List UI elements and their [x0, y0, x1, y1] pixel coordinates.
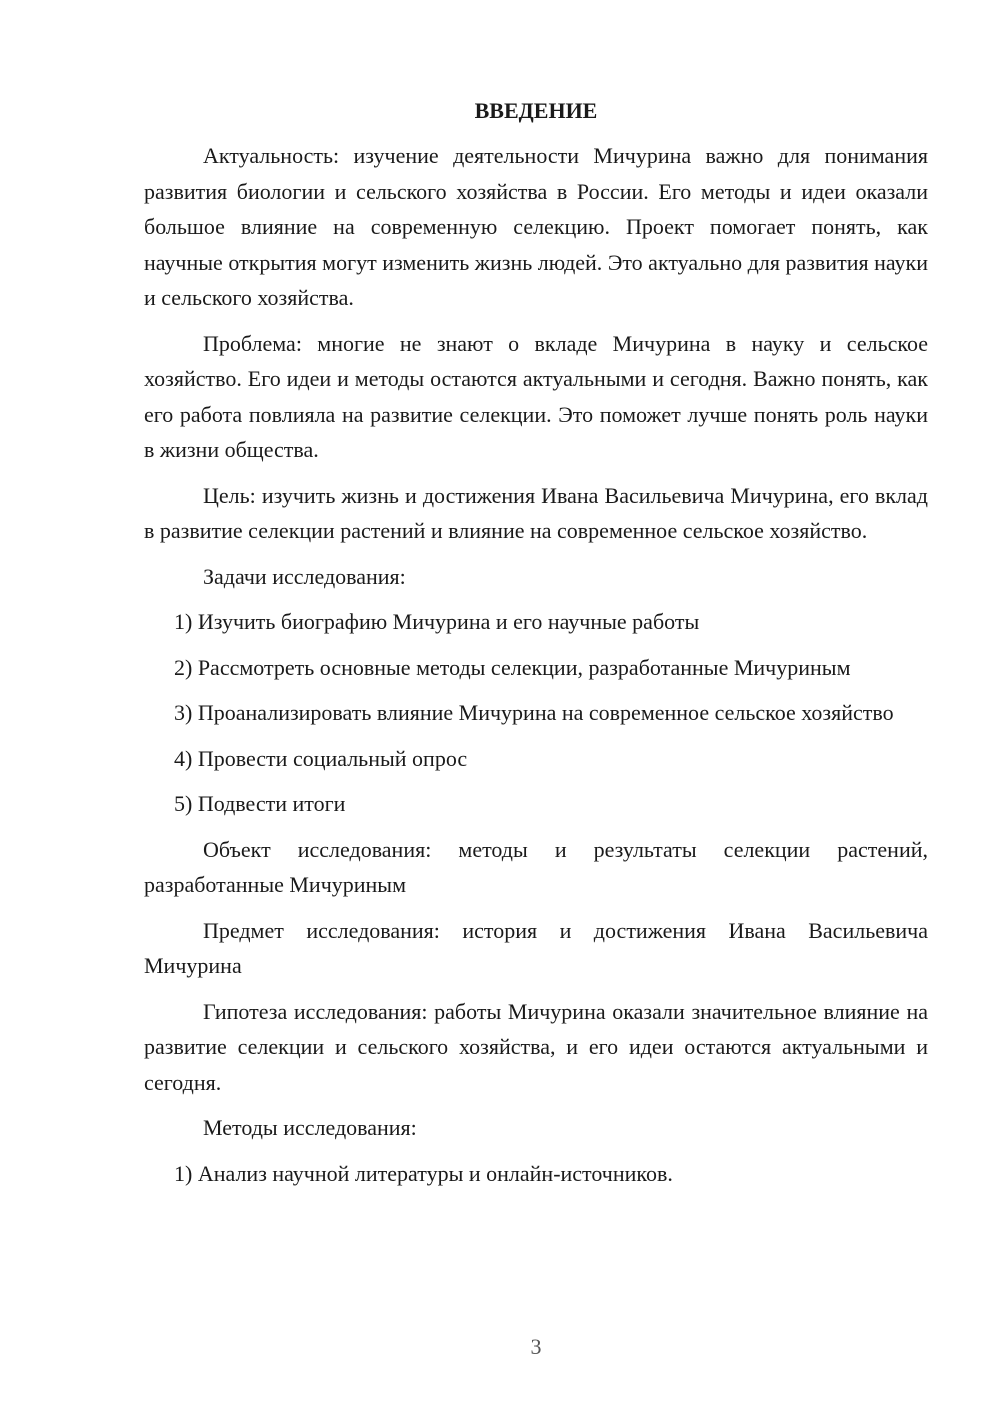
list-item-task-4: 4) Провести социальный опрос: [174, 745, 468, 771]
paragraph-goal: Цель: изучить жизнь и достижения Ивана Васильевича Мичурина, его вклад в развитие селекции растений и влияние на современное сельское хозяйство.: [144, 482, 928, 543]
list-item-task-1: 1) Изучить биографию Мичурина и его научные работы: [174, 609, 700, 634]
paragraph-relevance: Актуальность: изучение деятельности Мичурина важно для понимания развития биологии и сельского хозяйства в России. Его методы и идеи оказали большое влияние на современную селекцию. Проект помогает понять, как научные открытия могут изменить жизнь людей. Это актуально для развития науки и сельского хозяйства.: [144, 143, 928, 310]
list-item-method-1: 1) Анализ научной литературы и онлайн-источников.: [174, 1160, 673, 1186]
document-page: [144, 94, 928, 1191]
list-item-task-2: 2) Рассмотреть основные методы селекции, разработанные Мичуриным: [174, 654, 851, 680]
paragraph-object: Объект исследования: методы и результаты селекции растений, разработанные Мичуриным: [144, 836, 928, 897]
list-item-task-3: 3) Проанализировать влияние Мичурина на современное сельское хозяйство: [174, 700, 894, 725]
methods-heading: Методы исследования:: [203, 1115, 417, 1140]
paragraph-subject: Предмет исследования: история и достижения Ивана Васильевича Мичурина: [144, 917, 928, 978]
list-item-task-5: 5) Подвести итоги: [174, 791, 346, 816]
page-title: ВВЕДЕНИЕ: [474, 98, 598, 123]
paragraph-problem: Проблема: многие не знают о вкладе Мичурина в науку и сельское хозяйство. Его идеи и методы остаются актуальными и сегодня. Важно понять, как его работа повлияла на развитие селекции. Это поможет лучше понять роль науки в жизни общества.: [144, 330, 928, 462]
tasks-heading: Задачи исследования:: [203, 563, 406, 589]
page-number: 3: [530, 1334, 542, 1359]
paragraph-hypothesis: Гипотеза исследования: работы Мичурина оказали значительное влияние на развитие селекции и сельского хозяйства, и его идеи остаются актуальными и сегодня.: [144, 998, 928, 1095]
